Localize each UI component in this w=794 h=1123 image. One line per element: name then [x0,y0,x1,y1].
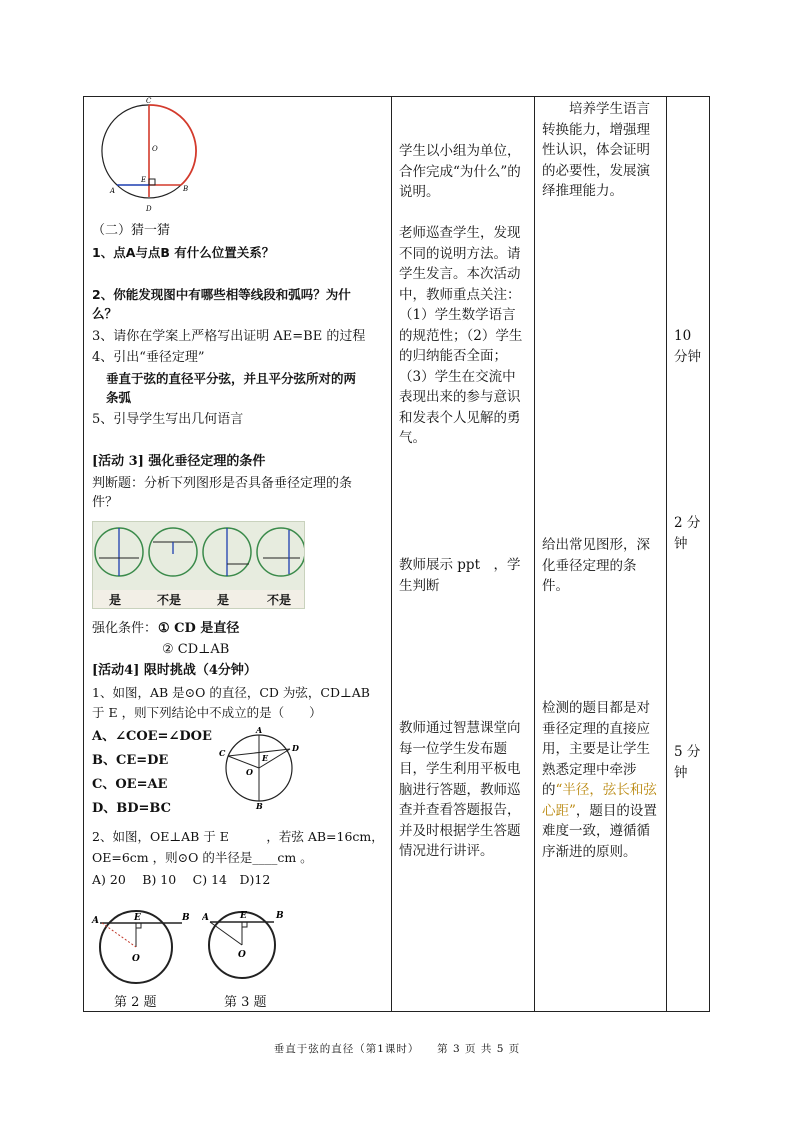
intent-block-1: 培养学生语言转换能力，增强理性认识，体会证明的必要性，发展演绎推理能力。 [542,101,650,199]
intent-block-3-post: ，题目的设置难度一致，遵循循序渐进的原则。 [542,802,657,860]
question-4: 4、引出“垂径定理” [92,350,205,365]
exercise-1-line2: 于 E ，则下列结论中不成立的是（ ） [92,705,322,720]
condition-1: ① CD 是直径 [158,621,240,636]
question-2-line1: 2、你能发现图中有哪些相等线段和弧吗？为什 [92,287,351,302]
fig1-label-c: C [146,97,152,105]
column-divider-2 [534,97,535,1011]
ex3-label-e: E [240,911,247,921]
guess-title: （二）猜一猜 [92,223,171,238]
lesson-table [83,96,710,1012]
ex3-label-o: O [238,950,246,960]
intent-block-3-pre: 检测的题目都是对垂径定理的直接应用，主要是让学生熟悉定理中牵涉的 [542,700,650,798]
option-a: A、∠COE=∠DOE [92,729,212,744]
strengthen-label: 强化条件： [92,621,158,636]
question-5: 5、引导学生写出几何语言 [92,412,244,427]
question-1: 1、点A与点B 有什么位置关系？ [92,245,275,260]
activity-3-title: [活动 3] 强化垂径定理的条件 [92,454,266,469]
ex1-label-e: E [262,753,269,763]
exercise-2-line1: 2、如图，OE⊥AB 于 E ，若弦 AB=16cm， [92,829,384,844]
activity-4-title: [活动4] 限时挑战（4分钟） [92,663,257,678]
fig1-label-e: E [141,176,147,184]
ex3-label-a: A [202,913,209,923]
judge-label-2: 不是 [157,593,182,607]
method-block-4: 教师通过智慧课堂向每一位学生发布题目，学生利用平板电脑进行答题，教师巡查并查看答题报告，并及时根据学生答题情况进行讲评。 [399,720,521,859]
fig3-caption: 第 3 题 [224,995,267,1010]
fig2-caption: 第 2 题 [114,995,157,1010]
method-block-2: 老师巡查学生，发现不同的说明方法。请学生发言。本次活动中，教师重点关注：（1）学生数学语言的规范性；（2）学生的归纳能否全面；（3）学生在交流中表现出来的参与意识和发表个人见解的勇气。 [399,225,523,446]
judge-label-3: 是 [217,593,230,607]
theorem-line2: 条弧 [106,390,132,405]
ex2-label-b: B [182,913,190,923]
exercise-2-line2: OE=6cm ，则⊙O 的半径是____cm 。 [92,850,313,865]
column-divider-1 [391,97,392,1011]
judge-line1: 判断题：分析下列图形是否具备垂径定理的条 [92,476,353,491]
ex3-label-b: B [276,911,284,921]
page-footer: 垂直于弦的直径（第1课时） 第 3 页 共 5 页 [273,1043,521,1055]
option-c: C、OE=AE [92,777,168,792]
option-d: D、BD=BC [92,801,172,816]
intent-highlight: “半径，弦长和弦心距” [542,782,657,819]
ex2-label-o: O [132,954,140,964]
ex1-label-d: D [292,743,299,753]
question-2-line2: 么？ [92,306,118,321]
judge-label-bar [93,590,304,608]
judge-label-1: 是 [109,593,122,607]
fig1-label-d: D [146,205,152,213]
time-1: 10 分钟 [674,328,701,365]
method-block-1: 学生以小组为单位，合作完成“为什么”的说明。 [399,143,521,200]
judge-line2: 件？ [92,495,119,510]
ex1-label-c: C [219,748,226,758]
fig1-label-b: B [183,185,189,193]
circle-figure-ex2 [90,905,194,989]
exercise-1-line1: 1、如图，AB 是⊙O 的直径，CD 为弦，CD⊥AB [92,685,370,700]
ex1-label-b: B [256,801,263,809]
exercise-2-options: A) 20 B) 10 C) 14 D)12 [92,872,271,887]
ex1-label-a: A [256,725,263,735]
time-2: 2 分钟 [674,515,701,552]
judge-label-4: 不是 [267,593,292,607]
fig1-label-o: O [152,145,158,153]
intent-block-2: 给出常见图形，深化垂径定理的条件。 [542,537,650,594]
circle-figure-ex3 [202,905,292,989]
ex2-label-e: E [134,913,141,923]
ex2-label-a: A [92,916,99,926]
time-3: 5 分钟 [674,744,701,781]
judge-figures-strip [92,521,305,609]
intent-block-3 [542,698,660,862]
condition-2: ② CD⊥AB [162,642,230,657]
circle-figure-1 [94,97,204,215]
column-divider-3 [666,97,667,1011]
circle-figure-ex1 [216,723,302,809]
judge-figures [93,522,304,592]
theorem-line1: 垂直于弦的直径平分弦，并且平分弦所对的两 [106,371,357,386]
option-b: B、CE=DE [92,753,169,768]
question-3: 3、请你在学案上严格写出证明 AE=BE 的过程 [92,329,366,344]
ex1-label-o: O [246,767,253,777]
fig1-label-a: A [110,187,116,195]
method-block-3: 教师展示 ppt ，学生判断 [399,557,521,594]
